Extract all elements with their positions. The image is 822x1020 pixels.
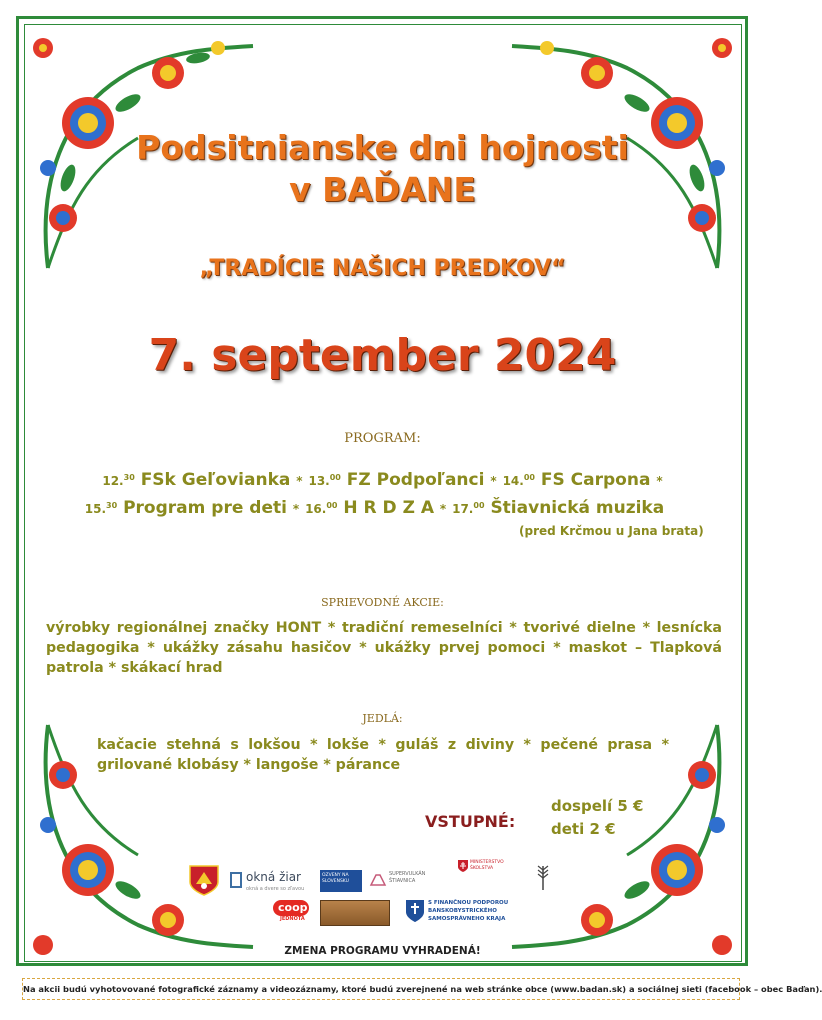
photo-consent-footer: Na akcii budú vyhotovované fotografické záznamy a videozáznamy, ktoré budú zverejnené na web stránke obce (www.badan.sk) a sociálnej sieti (facebook – obec Baďan). (22, 978, 740, 1000)
program-time: 15.30 (84, 501, 118, 516)
program-heading: PROGRAM: (344, 431, 421, 446)
accompanying-heading: SPRIEVODNÉ AKCIE: (321, 596, 444, 609)
program-item: H R D Z A (343, 498, 434, 518)
bbsk-support-text: S FINANČNOU PODPOROU BANSKOBYSTRICKÉHO SAMOSPRÁVNEHO KRAJA (428, 900, 509, 922)
event-date: 7. september 2024 (148, 330, 617, 381)
badan-sign-logo (320, 900, 390, 926)
program-note: (pred Krčmou u Jana brata) (519, 524, 704, 538)
coop-jednota-logo: coop JEDNOTA (273, 900, 309, 924)
food-heading: JEDLÁ: (362, 712, 403, 725)
volcano-icon (370, 870, 386, 886)
program-item: FSk Geľovianka (140, 470, 291, 490)
event-location: v BAĎANE (289, 170, 476, 209)
slovak-coat-icon (458, 860, 468, 872)
program-time: 14.00 (502, 473, 535, 488)
event-subtitle: „TRADÍCIE NAŠICH PREDKOV“ (199, 256, 566, 281)
wheat-logo (530, 862, 556, 892)
program-time: 13.00 (308, 473, 341, 488)
ozveny-logo: OZVENY NA SLOVENSKU (320, 870, 362, 892)
window-icon (230, 872, 242, 888)
event-title: Podsitnianske dni hojnosti (136, 128, 629, 167)
program-line-1: 12.30 FSk Geľovianka * 13.00 FZ Podpoľanci * 14.00 FS Carpona * (102, 470, 663, 490)
program-line-2: 15.30 Program pre deti * 16.00 H R D Z A * 17.00 Štiavnická muzika (84, 498, 665, 518)
admission-children: deti 2 € (551, 820, 616, 838)
supervulkan-logo: SUPERVULKÁN ŠTIAVNICA (370, 868, 450, 892)
ministry-logo: MINISTERSTVO ŠKOLSTVA (458, 860, 520, 890)
admission-label: VSTUPNÉ: (425, 812, 516, 831)
admission-adults: dospelí 5 € (551, 797, 644, 815)
program-item: FZ Podpoľanci (346, 470, 485, 490)
program-time: 16.00 (305, 501, 338, 516)
program-item: FS Carpona (540, 470, 651, 490)
accompanying-text: výrobky regionálnej značky HONT * tradiční remeselníci * tvorivé dielne * lesnícka pedagogika * ukážky zásahu hasičov * ukážky prvej pomoci * maskot – Tlapková patrola * skákací hrad (46, 620, 722, 676)
program-item: Štiavnická muzika (490, 498, 665, 518)
program-item: Program pre deti (123, 498, 287, 518)
program-change-notice: ZMENA PROGRAMU VYHRADENÁ! (284, 945, 481, 957)
okna-ziar-logo: okná žiar okná a dvere so zľavou (230, 870, 310, 896)
program-time: 17.00 (452, 501, 485, 516)
bbsk-coat-icon (406, 900, 424, 922)
coat-of-arms-logo (188, 864, 220, 896)
food-text: kačacie stehná s lokšou * lokše * guláš z diviny * pečené prasa * grilované klobásy * langoše * párance (97, 737, 669, 773)
program-time: 12.30 (102, 473, 135, 488)
